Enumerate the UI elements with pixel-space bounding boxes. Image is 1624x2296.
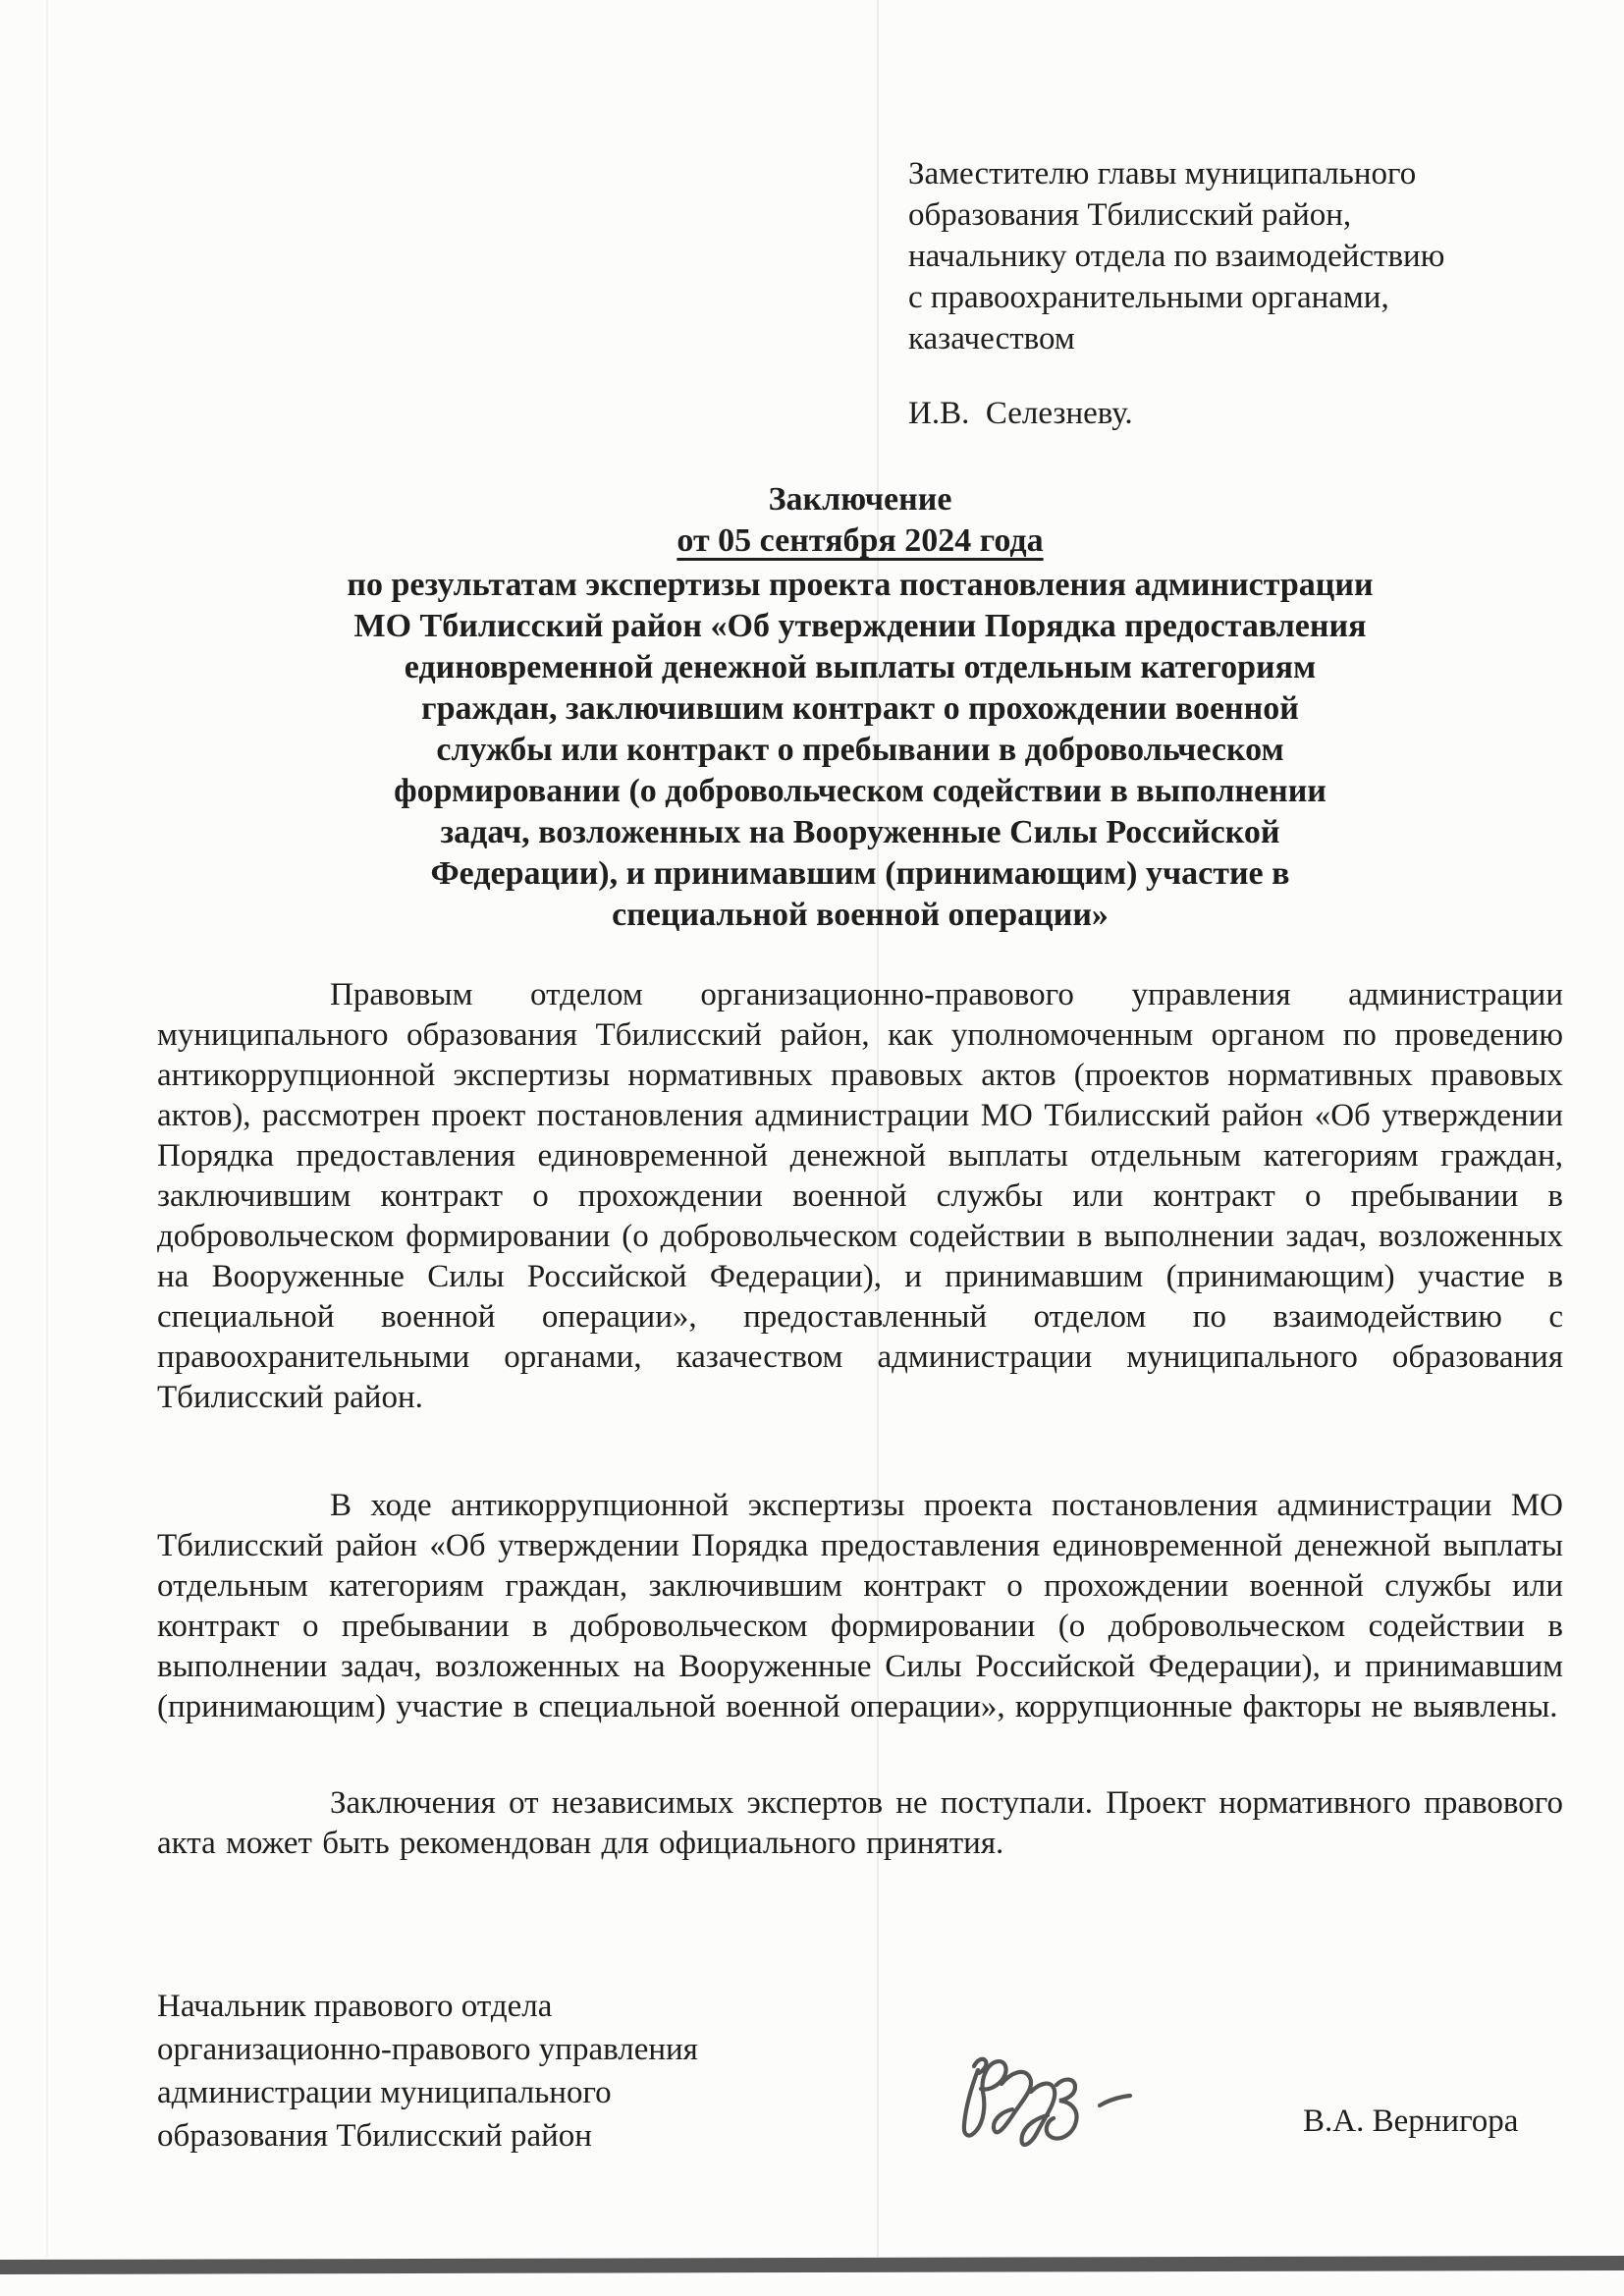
document-date: от 05 сентября 2024 года (677, 522, 1044, 559)
body-paragraph: Заключения от независимых экспертов не поступали. Проект нормативного правового акта может быть рекомендован для официального принятия. (157, 1785, 1563, 1861)
addressee-block (908, 153, 1537, 434)
signatory-position-line: образования Тбилисский район (157, 2118, 592, 2154)
title-subtitle-line: службы или контракт о пребывании в добровольческом (436, 732, 1284, 768)
title-subtitle-line: Федерации), и принимавшим (принимающим) участие в (430, 855, 1290, 892)
title-subtitle-line: специальной военной операции» (612, 897, 1109, 933)
addressee-line: Заместителю главы муниципального (908, 156, 1417, 191)
addressee-line: с правоохранительными органами, (908, 280, 1389, 315)
title-subtitle-line: задач, возложенных на Вооруженные Силы Российской (440, 814, 1280, 850)
signature-scribble-icon (950, 2041, 1171, 2168)
title-subtitle-line: граждан, заключившим контракт о прохождении военной (421, 690, 1299, 727)
signatory-position-block (157, 1985, 844, 2158)
signatory-position-line: администрации муниципального (157, 2075, 612, 2110)
document-title: Заключение (768, 481, 952, 518)
addressee-name: И.В. Селезневу. (908, 396, 1133, 431)
title-subtitle-line: по результатам экспертизы проекта постановления администрации (347, 567, 1374, 603)
scan-edge-bar (0, 2256, 1624, 2274)
body-paragraph: В ходе антикоррупционной экспертизы проекта постановления администрации МО Тбилисский район «Об утверждении Порядка предоставления единовременной денежной выплаты отдельным категориям граждан, заключившим контракт о прохождении военной службы или контракт о пребывании в добровольческом формировании (о добровольческом содействии в выполнении задач, возложенных на Вооруженные Силы Российской Федерации), и принимавшим (принимающим) участие в специальной военной операции», коррупционные факторы не выявлены. (157, 1488, 1563, 1724)
title-subtitle-line: единовременной денежной выплаты отдельным категориям (404, 649, 1317, 685)
title-subtitle-line: МО Тбилисский район «Об утверждении Порядка предоставления (353, 608, 1367, 644)
scan-fold-line-left (46, 0, 48, 2257)
addressee-line: казачеством (908, 321, 1075, 356)
addressee-line: образования Тбилисский район, (908, 197, 1352, 233)
signatory-name: В.А. Вернигора (1303, 2104, 1519, 2139)
addressee-line: начальнику отдела по взаимодействию (908, 239, 1445, 274)
body-paragraph: Правовым отделом организационно-правового управления администрации муниципального образования Тбилисский район, как уполномоченным органом по проведению антикоррупционной экспертизы нормативных правовых актов (проектов нормативных правовых актов), рассмотрен проект постановления администрации МО Тбилисский район «Об утверждении Порядка предоставления единовременной денежной выплаты отдельным категориям граждан, заключившим контракт о прохождении военной службы или контракт о пребывании в добровольческом формировании (о добровольческом содействии в выполнении задач, возложенных на Вооруженные Силы Российской Федерации), и принимавшим (принимающим) участие в специальной военной операции», предоставленный отделом по взаимодействию с правоохранительными органами, казачеством администрации муниципального образования Тбилисский район. (157, 977, 1563, 1415)
title-block (157, 479, 1563, 936)
title-subtitle-line: формировании (о добровольческом содействии в выполнении (394, 773, 1326, 809)
signatory-position-line: Начальник правового отдела (157, 1989, 553, 2024)
signatory-position-line: организационно-правового управления (157, 2032, 698, 2067)
